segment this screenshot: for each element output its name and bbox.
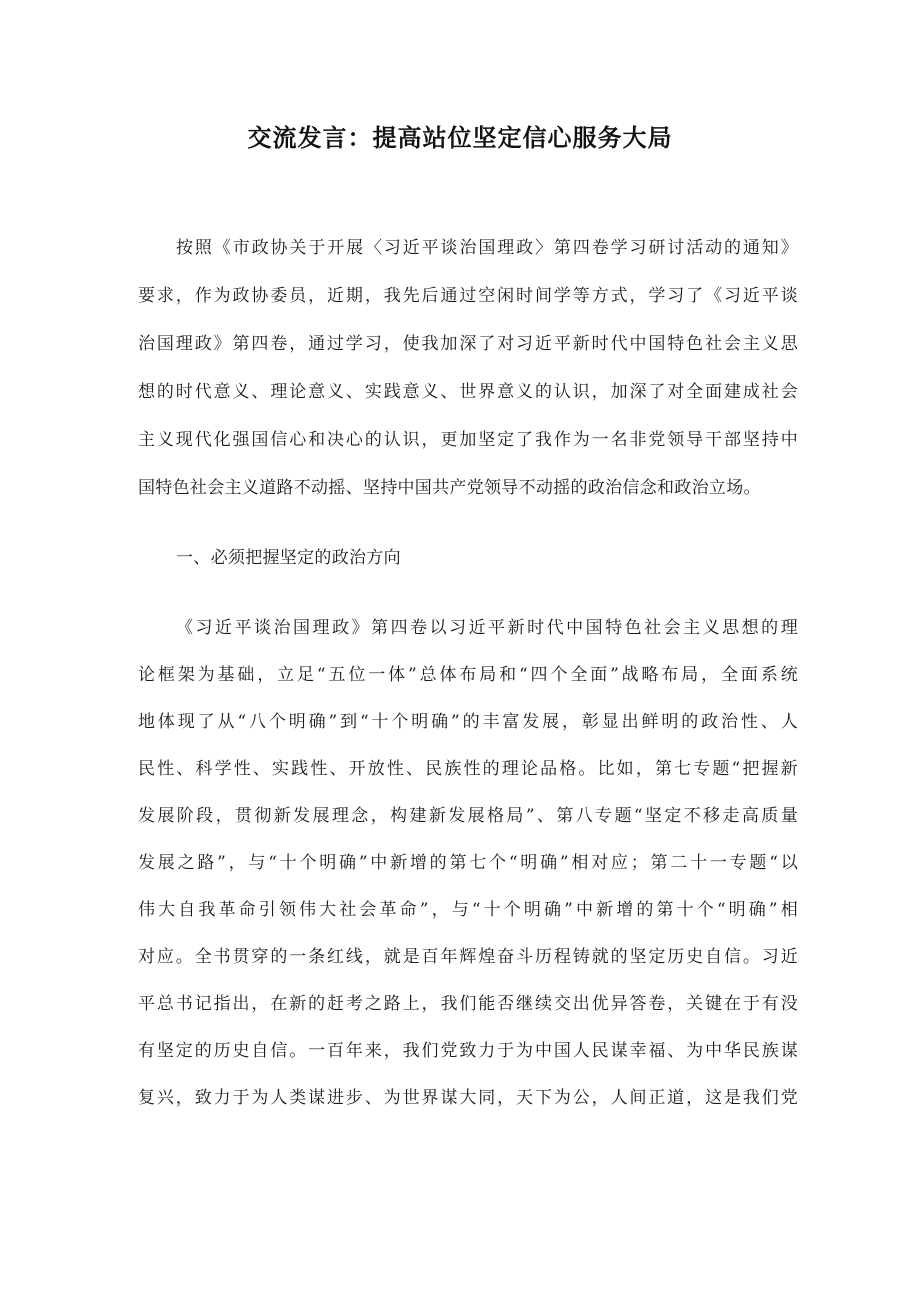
paragraph-line: 对应。全书贯穿的一条红线，就是百年辉煌奋斗历程铸就的坚定历史自信。习近 [138,947,798,967]
paragraph-line: 复兴，致力于为人类谋进步、为世界谋大同，天下为公，人间正道，这是我们党 [138,1088,798,1108]
paragraph-line: 主义现代化强国信心和决心的认识，更加坚定了我作为一名非党领导干部坚持中 [138,430,798,450]
paragraph-line: 地体现了从“八个明确”到“十个明确”的丰富发展，彰显出鲜明的政治性、人 [138,712,798,732]
paragraph-line: 想的时代意义、理论意义、实践意义、世界意义的认识，加深了对全面建成社会 [138,382,798,402]
paragraph-line: 发展阶段，贯彻新发展理念，构建新发展格局”、第八专题“坚定不移走高质量 [138,806,798,826]
paragraph-line: 《习近平谈治国理政》第四卷以习近平新时代中国特色社会主义思想的理 [176,618,798,638]
section-heading: 一、必须把握坚定的政治方向 [176,548,401,568]
paragraph-line: 发展之路”，与“十个明确”中新增的第七个“明确”相对应；第二十一专题“以 [138,853,798,873]
paragraph-line: 论框架为基础，立足“五位一体”总体布局和“四个全面”战略布局，全面系统 [138,665,798,685]
paragraph-line: 民性、科学性、实践性、开放性、民族性的理论品格。比如，第七专题“把握新 [138,759,798,779]
document-title: 交流发言：提高站位坚定信心服务大局 [247,124,673,152]
paragraph-line: 国特色社会主义道路不动摇、坚持中国共产党领导不动摇的政治信念和政治立场。 [138,478,761,498]
paragraph-line: 有坚定的历史自信。一百年来，我们党致力于为中国人民谋幸福、为中华民族谋 [138,1041,798,1061]
paragraph-line: 治国理政》第四卷，通过学习，使我加深了对习近平新时代中国特色社会主义思 [138,334,798,354]
paragraph-line: 平总书记指出，在新的赶考之路上，我们能否继续交出优异答卷，关键在于有没 [138,994,798,1014]
paragraph-line: 伟大自我革命引领伟大社会革命”，与“十个明确”中新增的第十个“明确”相 [138,900,798,920]
paragraph-line: 要求，作为政协委员，近期，我先后通过空闲时间学等方式，学习了《习近平谈 [138,286,798,306]
paragraph-line: 按照《市政协关于开展〈习近平谈治国理政〉第四卷学习研讨活动的通知》 [176,238,798,258]
